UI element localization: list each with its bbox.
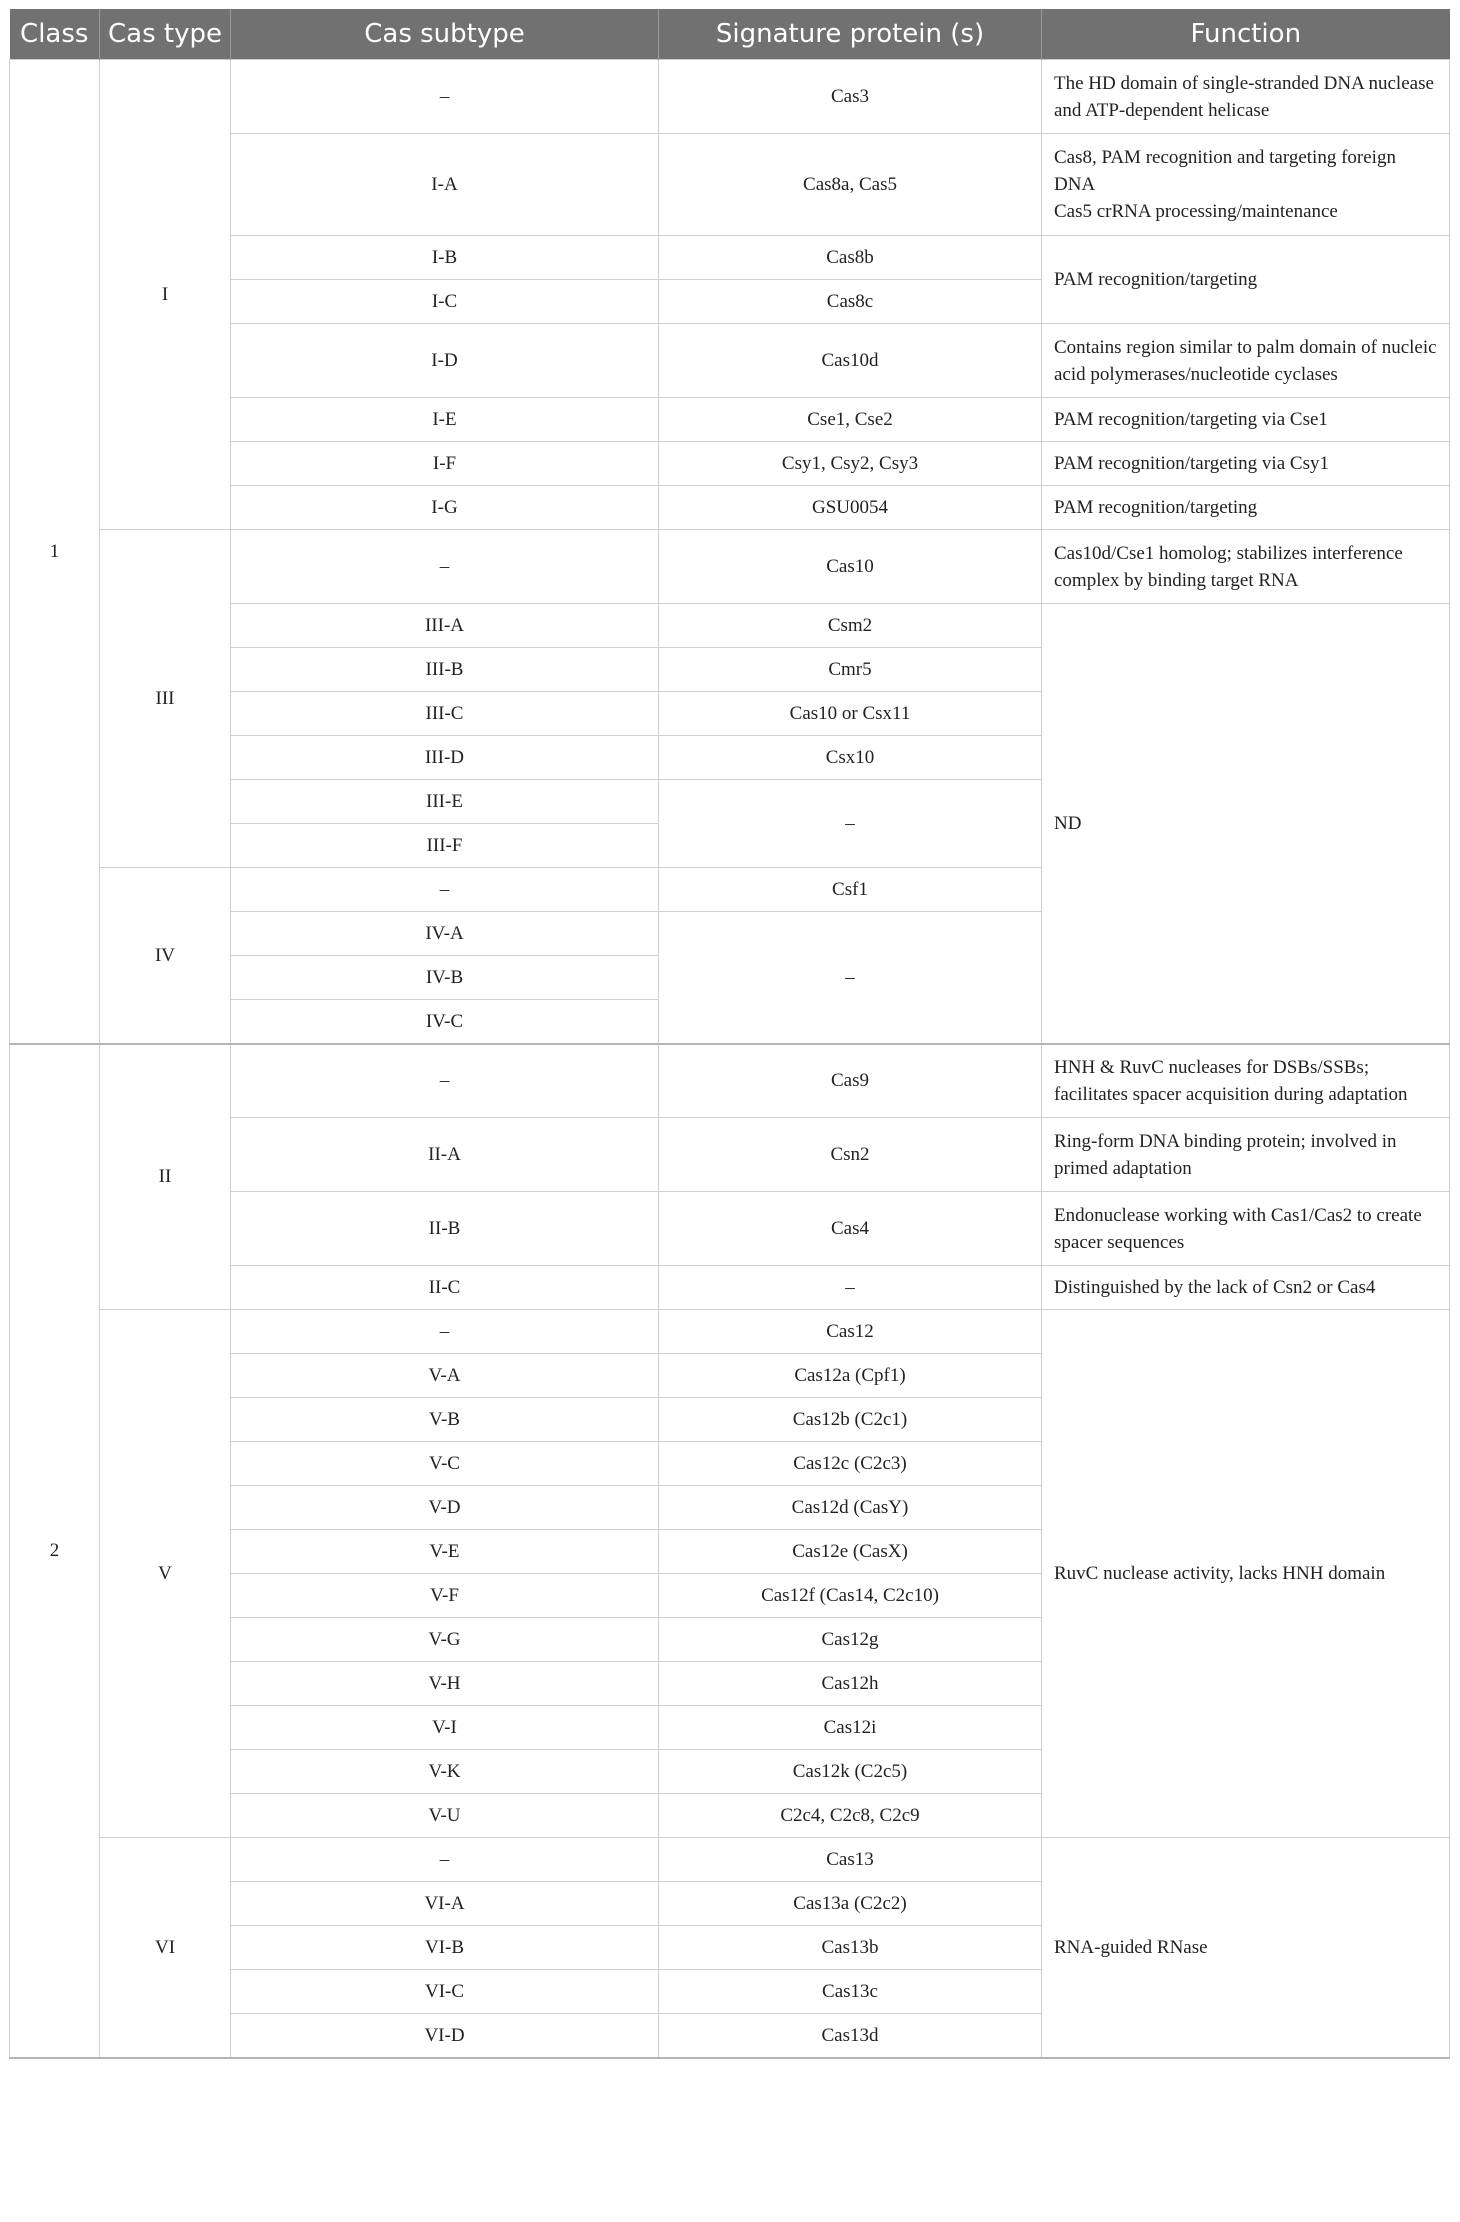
header-class: Class [10, 9, 100, 60]
protein-cell: Cas12i [659, 1706, 1042, 1750]
protein-cell: Cas12g [659, 1618, 1042, 1662]
header-row [10, 9, 1450, 60]
subtype-cell: V-G [231, 1618, 659, 1662]
subtype-cell: V-C [231, 1442, 659, 1486]
protein-cell: Cas8c [659, 280, 1042, 324]
header-cas-type: Cas type [100, 9, 231, 60]
subtype-cell: – [231, 60, 659, 134]
subtype-cell: V-D [231, 1486, 659, 1530]
subtype-cell: V-K [231, 1750, 659, 1794]
subtype-cell: V-E [231, 1530, 659, 1574]
type-cell-iv: IV [100, 868, 231, 1044]
subtype-cell: – [231, 868, 659, 912]
function-cell-nd: ND [1042, 604, 1450, 1044]
protein-cell: Cas12k (C2c5) [659, 1750, 1042, 1794]
subtype-cell: VI-C [231, 1970, 659, 2014]
protein-cell: Csm2 [659, 604, 1042, 648]
subtype-cell: III-F [231, 824, 659, 868]
type-cell-iii: III [100, 530, 231, 868]
function-line: Cas5 crRNA processing/maintenance [1054, 201, 1338, 222]
type-cell-vi: VI [100, 1838, 231, 2058]
function-cell-merged: RuvC nuclease activity, lacks HNH domain [1042, 1310, 1450, 1838]
subtype-cell: I-F [231, 442, 659, 486]
function-cell: Ring-form DNA binding protein; involved in primed adaptation [1042, 1118, 1450, 1192]
function-cell [1042, 134, 1450, 236]
protein-cell: Cmr5 [659, 648, 1042, 692]
protein-cell: Cas12e (CasX) [659, 1530, 1042, 1574]
subtype-cell: II-B [231, 1192, 659, 1266]
protein-cell: Cas13d [659, 2014, 1042, 2058]
protein-cell: Cas10 [659, 530, 1042, 604]
subtype-cell: – [231, 530, 659, 604]
subtype-cell: V-U [231, 1794, 659, 1838]
protein-cell: Csy1, Csy2, Csy3 [659, 442, 1042, 486]
header-signature-protein: Signature protein (s) [659, 9, 1042, 60]
subtype-cell: III-B [231, 648, 659, 692]
protein-cell: Cas12 [659, 1310, 1042, 1354]
protein-cell: Cas13a (C2c2) [659, 1882, 1042, 1926]
function-cell: Contains region similar to palm domain of nucleic acid polymerases/nucleotide cyclases [1042, 324, 1450, 398]
table-row [10, 1044, 1450, 1118]
subtype-cell: II-C [231, 1266, 659, 1310]
function-cell: HNH & RuvC nucleases for DSBs/SSBs; facilitates spacer acquisition during adaptation [1042, 1044, 1450, 1118]
table-row [10, 60, 1450, 134]
function-cell: The HD domain of single-stranded DNA nuclease and ATP-dependent helicase [1042, 60, 1450, 134]
subtype-cell: VI-B [231, 1926, 659, 1970]
class-cell-2: 2 [10, 1044, 100, 2058]
protein-cell: Csn2 [659, 1118, 1042, 1192]
protein-cell: Cas12f (Cas14, C2c10) [659, 1574, 1042, 1618]
subtype-cell: IV-A [231, 912, 659, 956]
subtype-cell: III-E [231, 780, 659, 824]
function-cell-merged: PAM recognition/targeting [1042, 236, 1450, 324]
subtype-cell: V-A [231, 1354, 659, 1398]
protein-cell: Cas12a (Cpf1) [659, 1354, 1042, 1398]
subtype-cell: III-A [231, 604, 659, 648]
type-cell-ii: II [100, 1044, 231, 1310]
subtype-cell: V-F [231, 1574, 659, 1618]
protein-cell: Cas9 [659, 1044, 1042, 1118]
function-cell: Endonuclease working with Cas1/Cas2 to create spacer sequences [1042, 1192, 1450, 1266]
protein-cell-merged: – [659, 912, 1042, 1044]
protein-cell: Cas12h [659, 1662, 1042, 1706]
subtype-cell: III-C [231, 692, 659, 736]
subtype-cell: IV-C [231, 1000, 659, 1044]
function-cell: Cas10d/Cse1 homolog; stabilizes interference complex by binding target RNA [1042, 530, 1450, 604]
subtype-cell: VI-A [231, 1882, 659, 1926]
protein-cell: Cas13c [659, 1970, 1042, 2014]
function-line: Cas8, PAM recognition and targeting foreign DNA [1054, 147, 1396, 195]
cas-classification-table [9, 9, 1450, 2059]
protein-cell: Cas4 [659, 1192, 1042, 1266]
protein-cell: Cas12d (CasY) [659, 1486, 1042, 1530]
protein-cell: – [659, 1266, 1042, 1310]
subtype-cell: I-C [231, 280, 659, 324]
protein-cell: Csf1 [659, 868, 1042, 912]
type-cell-v: V [100, 1310, 231, 1838]
subtype-cell: I-E [231, 398, 659, 442]
protein-cell: Cas3 [659, 60, 1042, 134]
function-cell-merged: RNA-guided RNase [1042, 1838, 1450, 2058]
class-cell-1: 1 [10, 60, 100, 1044]
protein-cell: Cas10 or Csx11 [659, 692, 1042, 736]
table-container [9, 9, 1449, 2059]
protein-cell: Cas8b [659, 236, 1042, 280]
function-cell: PAM recognition/targeting [1042, 486, 1450, 530]
subtype-cell: – [231, 1838, 659, 1882]
subtype-cell: – [231, 1044, 659, 1118]
subtype-cell: II-A [231, 1118, 659, 1192]
subtype-cell: VI-D [231, 2014, 659, 2058]
protein-cell: Csx10 [659, 736, 1042, 780]
protein-cell: C2c4, C2c8, C2c9 [659, 1794, 1042, 1838]
subtype-cell: V-B [231, 1398, 659, 1442]
protein-cell: Cse1, Cse2 [659, 398, 1042, 442]
subtype-cell: I-G [231, 486, 659, 530]
function-cell: Distinguished by the lack of Csn2 or Cas4 [1042, 1266, 1450, 1310]
subtype-cell: IV-B [231, 956, 659, 1000]
protein-cell: Cas13 [659, 1838, 1042, 1882]
header-function: Function [1042, 9, 1450, 60]
subtype-cell: I-A [231, 134, 659, 236]
protein-cell-merged: – [659, 780, 1042, 868]
subtype-cell: V-H [231, 1662, 659, 1706]
protein-cell: Cas12c (C2c3) [659, 1442, 1042, 1486]
table-row [10, 1310, 1450, 1354]
protein-cell: Cas13b [659, 1926, 1042, 1970]
table-row [10, 1838, 1450, 1882]
subtype-cell: – [231, 1310, 659, 1354]
table-row [10, 530, 1450, 604]
subtype-cell: III-D [231, 736, 659, 780]
subtype-cell: I-D [231, 324, 659, 398]
function-cell: PAM recognition/targeting via Cse1 [1042, 398, 1450, 442]
protein-cell: Cas10d [659, 324, 1042, 398]
protein-cell: Cas8a, Cas5 [659, 134, 1042, 236]
header-cas-subtype: Cas subtype [231, 9, 659, 60]
subtype-cell: I-B [231, 236, 659, 280]
protein-cell: Cas12b (C2c1) [659, 1398, 1042, 1442]
function-cell: PAM recognition/targeting via Csy1 [1042, 442, 1450, 486]
type-cell-i: I [100, 60, 231, 530]
subtype-cell: V-I [231, 1706, 659, 1750]
protein-cell: GSU0054 [659, 486, 1042, 530]
